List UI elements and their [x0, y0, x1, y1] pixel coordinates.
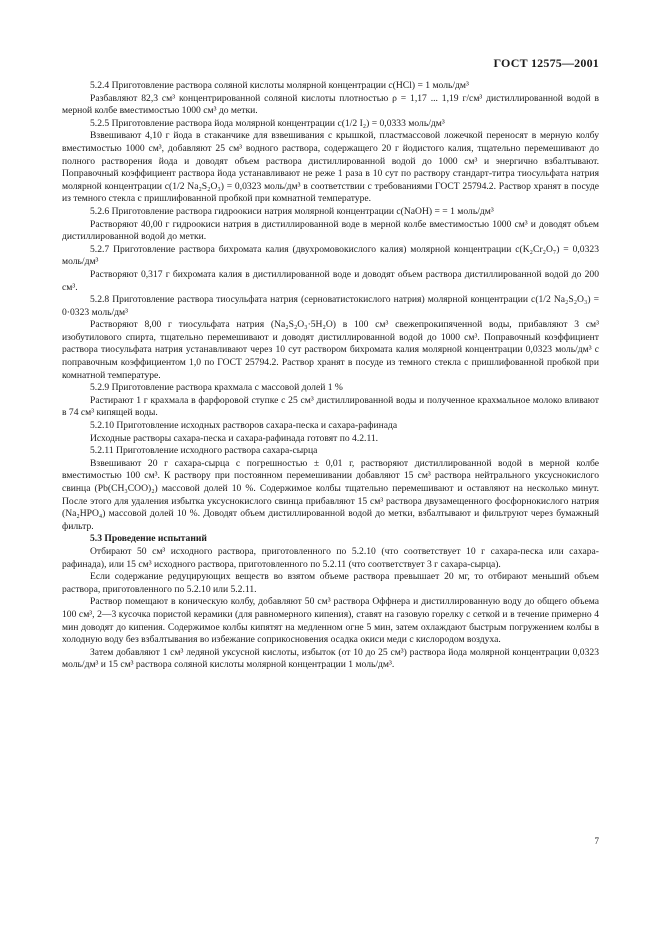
paragraph: 5.2.5 Приготовление раствора йода молярной концентрации c(1/2 I₂) = 0,0333 моль/дм³	[90, 117, 445, 129]
paragraph: Затем добавляют 1 см³ ледяной уксусной кислоты, избыток (от 10 до 25 см³) раствора йода молярной концентрации 0,0323 моль/дм³ и 15 см³ раствора соляной кислоты молярной концентрации 1 моль/дм³.	[62, 646, 599, 671]
paragraph: Отбирают 50 см³ исходного раствора, приготовленного по 5.2.10 (что соответствует 10 г сахара-песка или сахара-рафинада), или 15 см³ исходного раствора, приготовленного по 5.2.11 (что соответствует 3 г сахара-сырца).	[62, 545, 599, 570]
page-number: 7	[594, 836, 599, 846]
paragraph: 5.2.6 Приготовление раствора гидроокиси натрия молярной концентрации c(NaOH) = = 1 моль/дм³	[90, 205, 494, 217]
paragraph: Раствор помещают в коническую колбу, добавляют 50 см³ раствора Оффнера и дистиллированную воду до общего объема 100 см³, 2—3 кусочка пористой керамики (для равномерного кипения), ставят на газовую горелку с сеткой и в течение примерно 4 мин доводят до кипения. Содержимое колбы кипятят на медленном огне 5 мин, затем охлаждают быстрым погружением колбы в холодную воду без взбалтывания во избежание соприкосновения осадка окиси меди с кислородом воздуха.	[62, 596, 599, 646]
paragraph: Растворяют 0,317 г бихромата калия в дистиллированной воде и доводят объем раствора дистиллированной водой до 200 см³.	[62, 268, 599, 293]
paragraph: Растворяют 40,00 г гидроокиси натрия в дистиллированной воде в мерной колбе вместимостью 1000 см³ и доводят объем дистиллированной водой до метки.	[62, 218, 599, 243]
paragraph: Растворяют 8,00 г тиосульфата натрия (Na₂S₂O₃·5H₂O) в 100 см³ свежепрокипяченной воды, прибавляют 3 см³ изобутилового спирта, тщательно перемешивают и доводят дистиллированной водой до 1000 см³. Поправочный коэффициент раствора тиосульфата натрия устанавливают через 10 сут раствором бихромата калия молярной концентрации 0,0323 моль/дм³ с поправочным коэффициентом 1,0 по ГОСТ 25794.2. Раствор хранят в посуде из темного стекла с пришлифованной пробкой при комнатной температуре.	[62, 319, 599, 381]
paragraph: Взвешивают 4,10 г йода в стаканчике для взвешивания с крышкой, пластмассовой ложечкой переносят в мерную колбу вместимостью 1000 см³, добавляют 25 см³ водного раствора, содержащего 20 г йодистого калия, тщательно перемешивают до полного растворения йода и доводят объем раствора дистиллированной водой до 1000 см³ и энергично взбалтывают. Поправочный коэффициент раствора йода устанавливают не реже 1 раза в 10 сут по раствору стандарт-титра тиосульфата натрия молярной концентрации c(1/2 Na₂S₂O₃) = 0,0323 моль/дм³ в соответствии с требованиями ГОСТ 25794.2. Раствор хранят в посуде из темного стекла с пришлифованной пробкой при комнатной температуре.	[62, 130, 599, 205]
paragraph: 5.2.8 Приготовление раствора тиосульфата натрия (серноватистокислого натрия) молярной концентрации c(1/2 Na₂S₂O₃) = 0·0323 моль/дм³	[62, 294, 599, 318]
paragraph: Взвешивают 20 г сахара-сырца с погрешностью ± 0,01 г, растворяют дистиллированной водой в мерной колбе вместимостью 100 см³. К раствору при постоянном перемешивании добавляют 15 см³ раствора нейтрального уксуснокислого свинца (Pb(CH₃COO)₂) массовой долей 10 %. Содержимое колбы тщательно перемешивают и оставляют на несколько минут. После этого для удаления избытка уксуснокислого свинца прибавляют 15 см³ раствора двузамещенного фосфорнокислого натрия (Na₂HPO₄) массовой долей 10 %. Доводят объем дистиллированной водой до метки, взбалтывают и фильтруют через бумажный фильтр.	[62, 457, 599, 532]
document-body	[62, 80, 599, 672]
paragraph: Растирают 1 г крахмала в фарфоровой ступке с 25 см³ дистиллированной воды и полученное крахмальное молоко вливают в 74 см³ кипящей воды.	[62, 394, 599, 419]
paragraph: 5.2.9 Приготовление раствора крахмала с массовой долей 1 %	[90, 382, 343, 394]
paragraph: 5.2.10 Приготовление исходных растворов сахара-песка и сахара-рафинада	[90, 420, 398, 432]
paragraph: Исходные растворы сахара-песка и сахара-рафинада готовят по 4.2.11.	[90, 432, 379, 444]
paragraph: Разбавляют 82,3 см³ концентрированной соляной кислоты плотностью ρ = 1,17 ... 1,19 г/см³ дистиллированной водой в мерной колбе вместимостью 1000 см³ до метки.	[62, 92, 599, 117]
paragraph: 5.2.4 Приготовление раствора соляной кислоты молярной концентрации c(HCl) = 1 моль/дм³	[90, 80, 469, 91]
paragraph: 5.2.11 Приготовление исходного раствора сахара-сырца	[90, 445, 318, 457]
paragraph: Если содержание редуцирующих веществ во взятом объеме раствора превышает 20 мг, то отбирают меньший объем раствора, приготовленного по 5.2.10 или 5.2.11.	[62, 571, 599, 595]
paragraph: 5.2.7 Приготовление раствора бихромата калия (двухромовокислого калия) молярной концентрации c(K₂Cr₂O₇) = 0,0323 моль/дм³	[62, 243, 599, 268]
standard-header: ГОСТ 12575—2001	[493, 56, 599, 70]
section-heading: 5.3 Проведение испытаний	[90, 533, 207, 545]
